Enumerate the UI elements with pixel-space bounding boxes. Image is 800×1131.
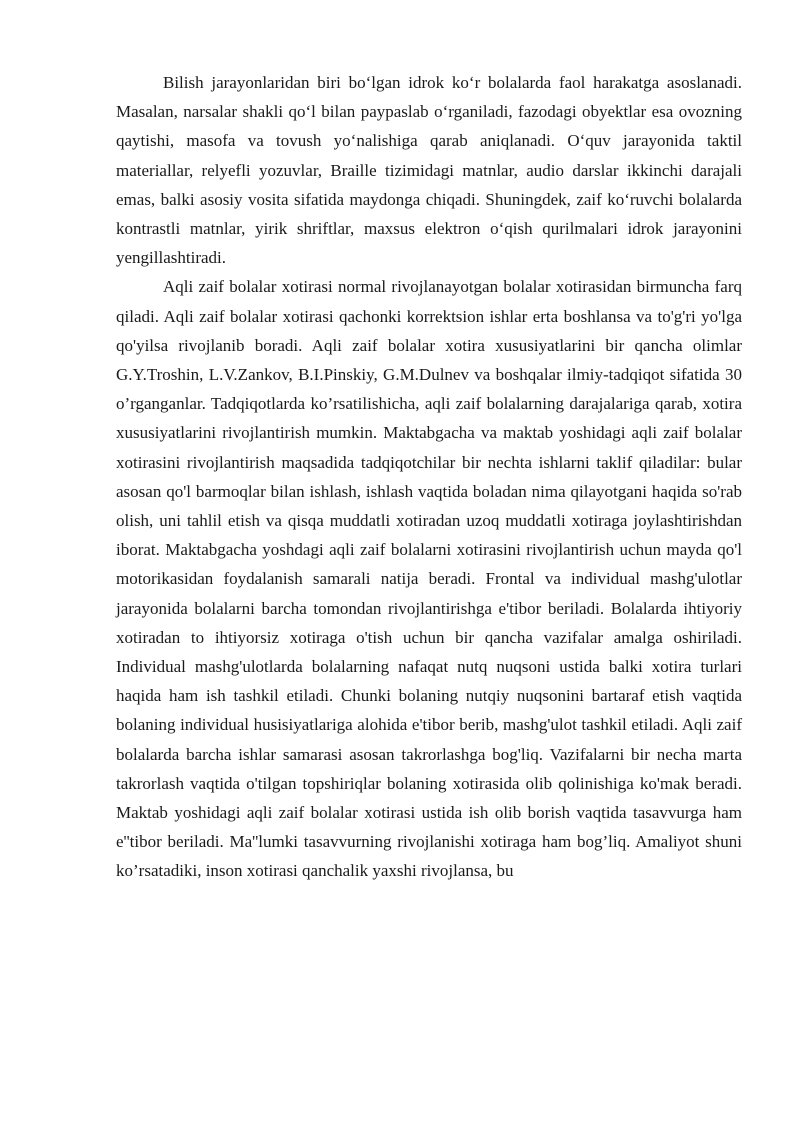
body-text bbox=[116, 68, 742, 886]
paragraph-perception: Bilish jarayonlaridan biri bo‘lgan idrok ko‘r bolalarda faol harakatga asoslanadi. Masalan, narsalar shakli qo‘l bilan paypaslab o‘rganiladi, fazodagi obyektlar esa ovozning qaytishi, masofa va tovush yo‘nalishiga qarab aniqlanadi. O‘quv jarayonida taktil materiallar, relyefli yozuvlar, Braille tizimidagi matnlar, audio darslar ikkinchi darajali emas, balki asosiy vosita sifatida maydonga chiqadi. Shuningdek, zaif ko‘ruvchi bolalarda kontrastli matnlar, yirik shriftlar, maxsus elektron o‘qish qurilmalari idrok jarayonini yengillashtiradi. bbox=[116, 73, 742, 268]
paragraph-memory: Aqli zaif bolalar xotirasi normal rivojlanayotgan bolalar xotirasidan birmuncha farq qiladi. Aqli zaif bolalar xotirasi qachonki korrektsion ishlar erta boshlansa va to'g'ri yo'lga qo'yilsa rivojlanib boradi. Aqli zaif bolalar xotira xususiyatlarini bir qancha olimlar G.Y.Troshin, L.V.Zankov, B.I.Pinskiy, G.M.Dulnev va boshqalar ilmiy-tadqiqot sifatida 30 o’rganganlar. Tadqiqotlarda ko’rsatilishicha, aqli zaif bolalarning darajalariga qarab, xotira xususiyatlarini rivojlantirish mumkin. Maktabgacha va maktab yoshidagi aqli zaif bolalar xotirasini rivojlantirish maqsadida tadqiqotchilar bir nechta ishlarni taklif qiladilar: bular asosan qo'l barmoqlar bilan ishlash, ishlash vaqtida boladan nima qilayotgani haqida so'rab olish, uni tahlil etish va qisqa muddatli xotiradan uzoq muddatli xotiraga joylashtirishdan iborat. Maktabgacha yoshdagi aqli zaif bolalarni xotirasini rivojlantirish uchun mayda qo'l motorikasidan foydalanish samarali natija beradi. Frontal va individual mashg'ulotlar jarayonida bolalarni barcha tomondan rivojlantirishga e'tibor beriladi. Bolalarda ihtiyoriy xotiradan to ihtiyorsiz xotiraga o'tish uchun bir qancha vazifalar amalga oshiriladi. Individual mashg'ulotlarda bolalarning nafaqat nutq nuqsoni ustida balki xotira turlari haqida ham ish tashkil etiladi. Chunki bolaning nutqiy nuqsonini bartaraf etish vaqtida bolaning individual husisiyatlariga alohida e'tibor berib, mashg'ulot tashkil etiladi. Aqli zaif bolalarda barcha ishlar samarasi asosan takrorlashga bog'liq. Vazifalarni bir necha marta takrorlash vaqtida o'tilgan topshiriqlar bolaning xotirasida olib qolinishiga ko'mak beradi. Maktab yoshidagi aqli zaif bolalar xotirasi ustida ish olib borish vaqtida tasavvurga ham e''tibor beriladi. Ma''lumki tasavvurning rivojlanishi xotiraga ham bog’liq. Amaliyot shuni ko’rsatadiki, inson xotirasi qanchalik yaxshi rivojlansa, bu bbox=[116, 277, 742, 881]
